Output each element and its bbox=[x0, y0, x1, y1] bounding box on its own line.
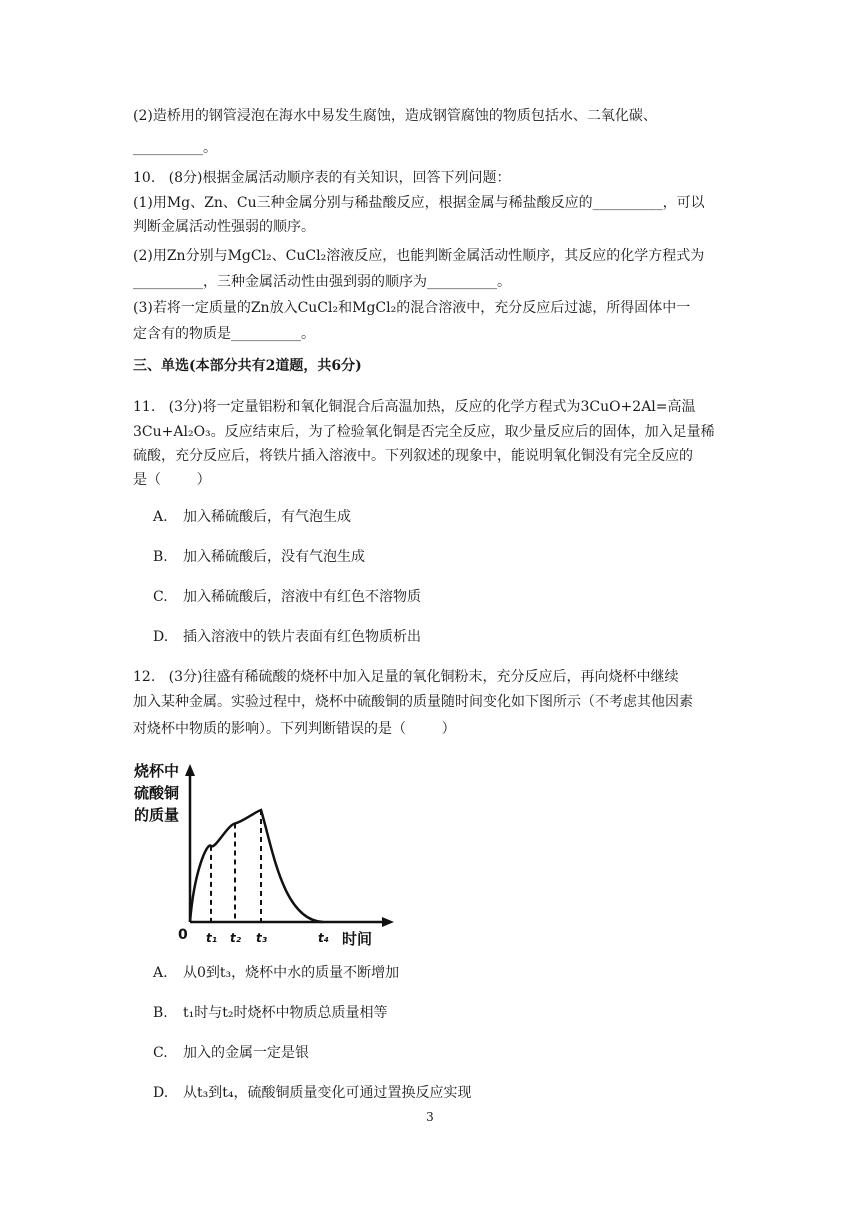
option-text: 加入稀硫酸后，没有气泡生成 bbox=[183, 549, 365, 565]
option-letter: C. bbox=[153, 1045, 168, 1061]
option-letter: B. bbox=[153, 1005, 168, 1021]
section3-heading: 三、单选(本部分共有2道题，共6分) bbox=[133, 358, 362, 374]
chart-axes bbox=[185, 764, 394, 927]
option-text: 插入溶液中的铁片表面有红色物质析出 bbox=[183, 629, 421, 645]
option-letter: C. bbox=[153, 589, 168, 605]
y-axis-label-line: 烧杯中 bbox=[134, 762, 180, 780]
x-axis-label: 时间 bbox=[342, 930, 373, 948]
option-letter: D. bbox=[153, 629, 169, 645]
q12-option-c bbox=[153, 1043, 309, 1063]
q10-title: 10. (8分)根据金属活动顺序表的有关知识，回答下列问题： bbox=[133, 170, 511, 186]
q10-part1-line1: (1)用Mg、Zn、Cu三种金属分别与稀盐酸反应，根据金属与稀盐酸反应的__________，可以 bbox=[133, 195, 705, 211]
q10-part2-line2: __________，三种金属活动性由强到弱的顺序为__________。 bbox=[133, 274, 511, 290]
q9-part2-line2: __________。 bbox=[133, 140, 217, 156]
option-text: 加入稀硫酸后，溶液中有红色不溶物质 bbox=[183, 589, 421, 605]
q11-option-d bbox=[153, 627, 421, 647]
q10-part2-line1: (2)用Zn分别与MgCl₂、CuCl₂溶液反应，也能判断金属活动性顺序，其反应的化学方程式为 bbox=[133, 248, 705, 264]
q11-line1: 11. (3分)将一定量铝粉和氧化铜混合后高温加热，反应的化学方程式为3CuO+2Al=高温 bbox=[133, 399, 696, 415]
option-text: 加入稀硫酸后，有气泡生成 bbox=[183, 509, 351, 525]
q12-option-b bbox=[153, 1003, 387, 1023]
tick-label-t₁: t₁ bbox=[206, 931, 217, 945]
y-axis-label-line: 的质量 bbox=[134, 806, 180, 824]
q12-chart bbox=[130, 756, 400, 956]
tick-label-t₃: t₃ bbox=[256, 931, 267, 945]
tick-label-t₄: t₄ bbox=[318, 931, 329, 945]
x-axis-arrow bbox=[382, 917, 394, 927]
origin-label: 0 bbox=[178, 927, 188, 943]
q11-line2: 3Cu+Al₂O₃。反应结束后，为了检验氧化铜是否完全反应，取少量反应后的固体，加入足量稀 bbox=[133, 424, 715, 440]
q11-option-a bbox=[153, 507, 351, 527]
q11-line4: 是（ ） bbox=[133, 472, 211, 488]
y-axis-arrow bbox=[185, 764, 195, 776]
y-axis-label-line: 硫酸铜 bbox=[134, 784, 180, 802]
chart-labels bbox=[133, 762, 372, 948]
q12-line3: 对烧杯中物质的影响）。下列判断错误的是（ ） bbox=[133, 721, 456, 737]
q12-option-d bbox=[153, 1083, 471, 1103]
option-letter: B. bbox=[153, 549, 168, 565]
option-letter: A. bbox=[153, 965, 168, 981]
copper-sulfate-mass-curve bbox=[190, 810, 323, 922]
option-letter: D. bbox=[153, 1085, 169, 1101]
q11-line3: 硫酸，充分反应后，将铁片插入溶液中。下列叙述的现象中，能说明氧化铜没有完全反应的 bbox=[133, 448, 693, 464]
tick-label-t₂: t₂ bbox=[230, 931, 241, 945]
q11-option-b bbox=[153, 547, 365, 567]
q12-line2: 加入某种金属。实验过程中，烧杯中硫酸铜的质量随时间变化如下图所示（不考虑其他因素 bbox=[133, 694, 693, 710]
q12-option-a bbox=[153, 963, 399, 983]
q12-line1: 12. (3分)往盛有稀硫酸的烧杯中加入足量的氧化铜粉末，充分反应后，再向烧杯中继续 bbox=[133, 669, 679, 685]
page-number: 3 bbox=[426, 1110, 434, 1124]
q10-part1-line2: 判断金属活动性强弱的顺序。 bbox=[133, 219, 315, 235]
option-letter: A. bbox=[153, 509, 168, 525]
q10-part3-line2: 定含有的物质是__________。 bbox=[133, 326, 315, 342]
q11-option-c bbox=[153, 587, 421, 607]
option-text: 加入的金属一定是银 bbox=[183, 1045, 309, 1061]
chart-curve-group bbox=[190, 810, 323, 922]
q10-part3-line1: (3)若将一定质量的Zn放入CuCl₂和MgCl₂的混合溶液中，充分反应后过滤，所得固体中一 bbox=[133, 300, 691, 316]
q9-part2-line1: (2)造桥用的钢管浸泡在海水中易发生腐蚀，造成钢管腐蚀的物质包括水、二氧化碳、 bbox=[133, 108, 657, 124]
option-text: 从0到t₃，烧杯中水的质量不断增加 bbox=[183, 965, 400, 981]
chart-dashed-lines bbox=[211, 810, 261, 922]
option-text: t₁时与t₂时烧杯中物质总质量相等 bbox=[183, 1005, 388, 1021]
option-text: 从t₃到t₄，硫酸铜质量变化可通过置换反应实现 bbox=[183, 1085, 472, 1101]
